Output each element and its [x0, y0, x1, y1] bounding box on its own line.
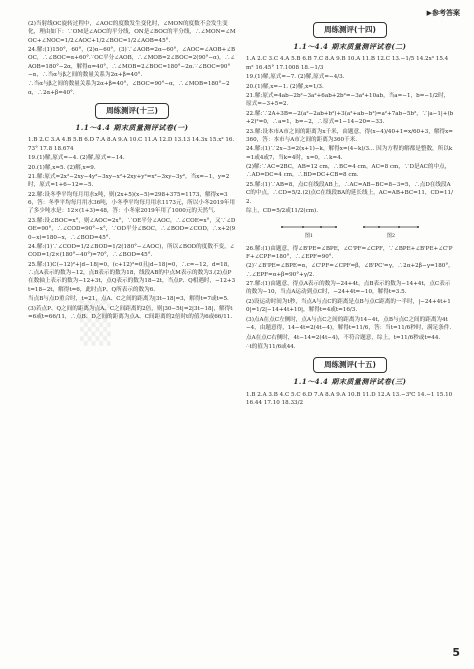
- paragraph: 24.解:(1)150°，60°，(2)α−60°，(3)∵∠AOB=2α−60°，∠AOC=∠AOB+∠BOC，∴∠BOC=α+60°.∵OC平分∠AOB，∴∠MOB=2∠BOC=2(90°−α)，∴∠AOB=180°−2α，解得α=40°，∴∠MOB=2∠BOC=180°−2α.∵∠BOC=90°−α，∴当α与β之间的数量关系为2α+β=40°.: [28, 47, 236, 78]
- paragraph: 1.B 2.C 3.A 4.B 5.B 6.D 7.A 8.A 9.A 10.C 11.A 12.D 13.13 14.3x 15.x² 16.73° 17.8 18.674: [28, 137, 235, 152]
- figure-caption: 图1: [304, 233, 314, 240]
- paragraph: ∴t的值为11/6或44.: [246, 344, 296, 351]
- paragraph: (2)设运动时间为t秒，当点A与点C的距离是点B与点C距离的一半时，|−24+4t+10|=1/2|−14+4t+10|，解得t=4或t=16/3.: [246, 298, 451, 314]
- segment-diagram: [361, 219, 421, 231]
- figure-caption: 图2: [386, 233, 396, 240]
- line-figures: [246, 219, 454, 240]
- paragraph: 23.解:设∠BOC=x°，则∠AOC=2x°，∵OE平分∠AOC，∴∠COE=x°，又∵∠DOE=90°，∴∠COD=90°−x°，∵OD平分∠BOC，∴∠BOD=∠COD，∴x+2(90−x)=180−x，∴∠BOD=45°.: [28, 217, 236, 241]
- paragraph: 25.解:(1)∵AB=8，点C在线段AB上，∴AC=AB−BC=8−3=5，∴点D在线段AC的中点，∴CD=5/2.(2)点C在线段BA的延长线上，AC=AB+BC=11，CD=11/2.: [246, 181, 453, 205]
- paragraph: 25.解:(1)C(−12)²+|d−18|=0，(c+12)²=0且|d−18|=0，∴c=−12，d=18，∴点A表示的数为−12，点B表示的数为18，线段AB的中点M表示的数为3.(2)点P在数轴上表示的数为−12+3t，点Q表示的数为18−2t，当点P、Q相遇时，−12+3t=18−2t，解得t=6，此时点P、Q所表示的数为6.: [28, 261, 236, 293]
- paragraph: 26.解:(1)由题意，得∠B'PE=∠BPE，∠C'PF=∠CPF，∵∠BPE+∠B'PE+∠C'PF+∠CPF=180°，∴∠EPF=90°.: [246, 245, 453, 260]
- section-subtitle: 1.1～4.4 期末质量测评试卷(一): [75, 123, 189, 133]
- paragraph: 1.B 2.A 3.B 4.C 5.C 6.D 7.A 8.A 9.A 10.B 11.D 12.A 13.−3℃ 14.−1 15.10 16.44 17.10 18.33/2: [246, 391, 453, 406]
- header-tag: ▶参考答案: [426, 9, 460, 17]
- page-number: 5: [452, 646, 460, 659]
- paragraph: 22.解:设冬季平均每月用水x吨，则(2x+5)(x−5)=298+375=1173，解得x=36，答：冬季平均每月用水36吨，小冬季平均每月用水1173元，所以小冬2019年用了多少吨水是：12×(1+3)=48，答：小冬家2019年用了1000元的天然气.: [28, 191, 235, 215]
- paragraph: 21.解:原式=2x²−2xy−4y²−3xy−x²+2xy+y²=x²−3xy−3y²，当x=−1，y=2时，原式=1+6−12=−5.: [28, 174, 230, 189]
- paragraph: 20.(1)解,x=−1. (2)解,x=1/3.: [246, 83, 324, 90]
- figure-1: [279, 219, 339, 240]
- paragraph: 22.解:∵2A+3B=−2(a²−2ab+b²)+3(a²+ab−b²)=a²+7ab−5b²，∵|a−1|+(b+2)²=0，∴a=1，b=−2，∴原式=1−14−20=−33.: [246, 110, 454, 126]
- paragraph: 27.解:(1)由题意，得点A表示的数为−24+4t，点B表示的数为−14+4t，点C表示的数为−10，当点A运动到点C时，−24+4t=−10，解得t=3.5.: [246, 281, 451, 296]
- paragraph: (3)若点P、Q之间的距离为点A、C之间距离的2倍，则|30−5t|=2|3t−18|，解得t=6或t=66/11，∴点B、D之间的距离为点A、C间距离的2倍时t的值为6或66/11.: [28, 305, 233, 320]
- paragraph: (3)点A在点C左侧时，点A与点C之间的距离为14−4t，点B与点C之间的距离为4t−4，由题意得，14−4t=2(4t−4)，解得t=11/6，答：当t=11/6秒时，满足条件.: [246, 316, 452, 332]
- paragraph: 1.A 2.C 3.C 4.A 5.B 6.B 7.C 8.A 9.B 10.A 11.B 12.C 13.−1/5 14.2x³ 15.4 m² 16.45° 17.1008 18.−1/3: [246, 56, 449, 71]
- paragraph: ∴当α与β之间的数量关系为2α+β=40°，∠BOC=90°−α，∴∠MOB=180°−2α，∴2α+β=40°.: [28, 81, 230, 96]
- section-subtitle: 1.1～4.4 期末质量测评试卷(二): [293, 42, 407, 51]
- paragraph: 综上，CD=5/2或11/2(cm).: [246, 208, 318, 215]
- paragraph: 20.(1)解,x=5. (2)解,x=9.: [28, 164, 96, 171]
- right-column: [246, 20, 454, 408]
- paragraph: 当点B与点D重合时，t=21，点A、C之间的距离为|3t−18|=3，解得t=7或t=5.: [28, 296, 229, 303]
- section-subtitle: 1.1～4.4 期末质量测评试卷(三): [293, 377, 407, 387]
- segment-diagram: [279, 219, 339, 231]
- left-column: [28, 20, 236, 322]
- paragraph: 19.(1)解,原式=−4. (2)解,原式=−14.: [28, 155, 125, 162]
- paragraph: 19.(1)解,原式=−7. (2)解,原式=−4/3.: [246, 74, 345, 81]
- section-banner: 周练测评(十四): [246, 22, 454, 38]
- paragraph: (2)当射线OC旋转过程中，∠AOC的度数发生变化时，∠MON的度数不会发生变化，理由如下：∵OM是∠AOC的平分线，ON是∠BOC的平分线，∴∠MON=∠MOC+∠NOC=1/2∠AOC+1/2∠BOC=1/2∠AOB=45°.: [28, 21, 236, 44]
- paragraph: 点A在点C右侧时，4t−14=2(4t−4)，不符合题意，综上，t=11/6秒或t=44.: [246, 334, 441, 341]
- section-banner: 周练测评(十三): [28, 103, 236, 119]
- paragraph: (2)解:∵AC=2BC，AB=12 cm，∴BC=4 cm，AC=8 cm，∵D是AC的中点，∴AD=DC=4 cm，∴BD=DC+CB=8 cm.: [246, 164, 451, 179]
- paragraph: 24.解:(1)∵∠COD=1/2∠BOD=1/2(180°−∠AOC)，所以∠BOD的度数不变，∠COD=1/2×(180°−40°)=70°，∴∠BOD=45°.: [28, 244, 235, 259]
- figure-2: [361, 219, 421, 240]
- paragraph: 21.解:原式=4ab−2b²−3a²+6ab+2b²=−3a²+10ab，当a=−1，b=−1/2时，原式=−3+5=2.: [246, 93, 450, 108]
- paragraph: (2)∵∠B'PE=∠BPE=α，∠C'PF=∠CPF=β，∠B'PC'=γ，∴2α+2β−γ=180°，∴∠EPF=α+β=90°+γ/2.: [246, 263, 454, 278]
- section-banner: 周练测评(十五): [246, 357, 454, 373]
- watermark: ▒: [80, 300, 111, 346]
- paragraph: 23.解:设本市A市之间的距离为x千米，由题意，得(x−4)/40+1=x/60+3，解得x=360，答：本市与A市之间的距离为360千米.: [246, 128, 453, 143]
- paragraph: 24.解:(1)∵2x−3=2(x+1)−k，解得x=(4−k)/3... 因为方程的解都是整数，所以k=1或4或7，当k=4时，x=0，∴k=4.: [246, 146, 453, 161]
